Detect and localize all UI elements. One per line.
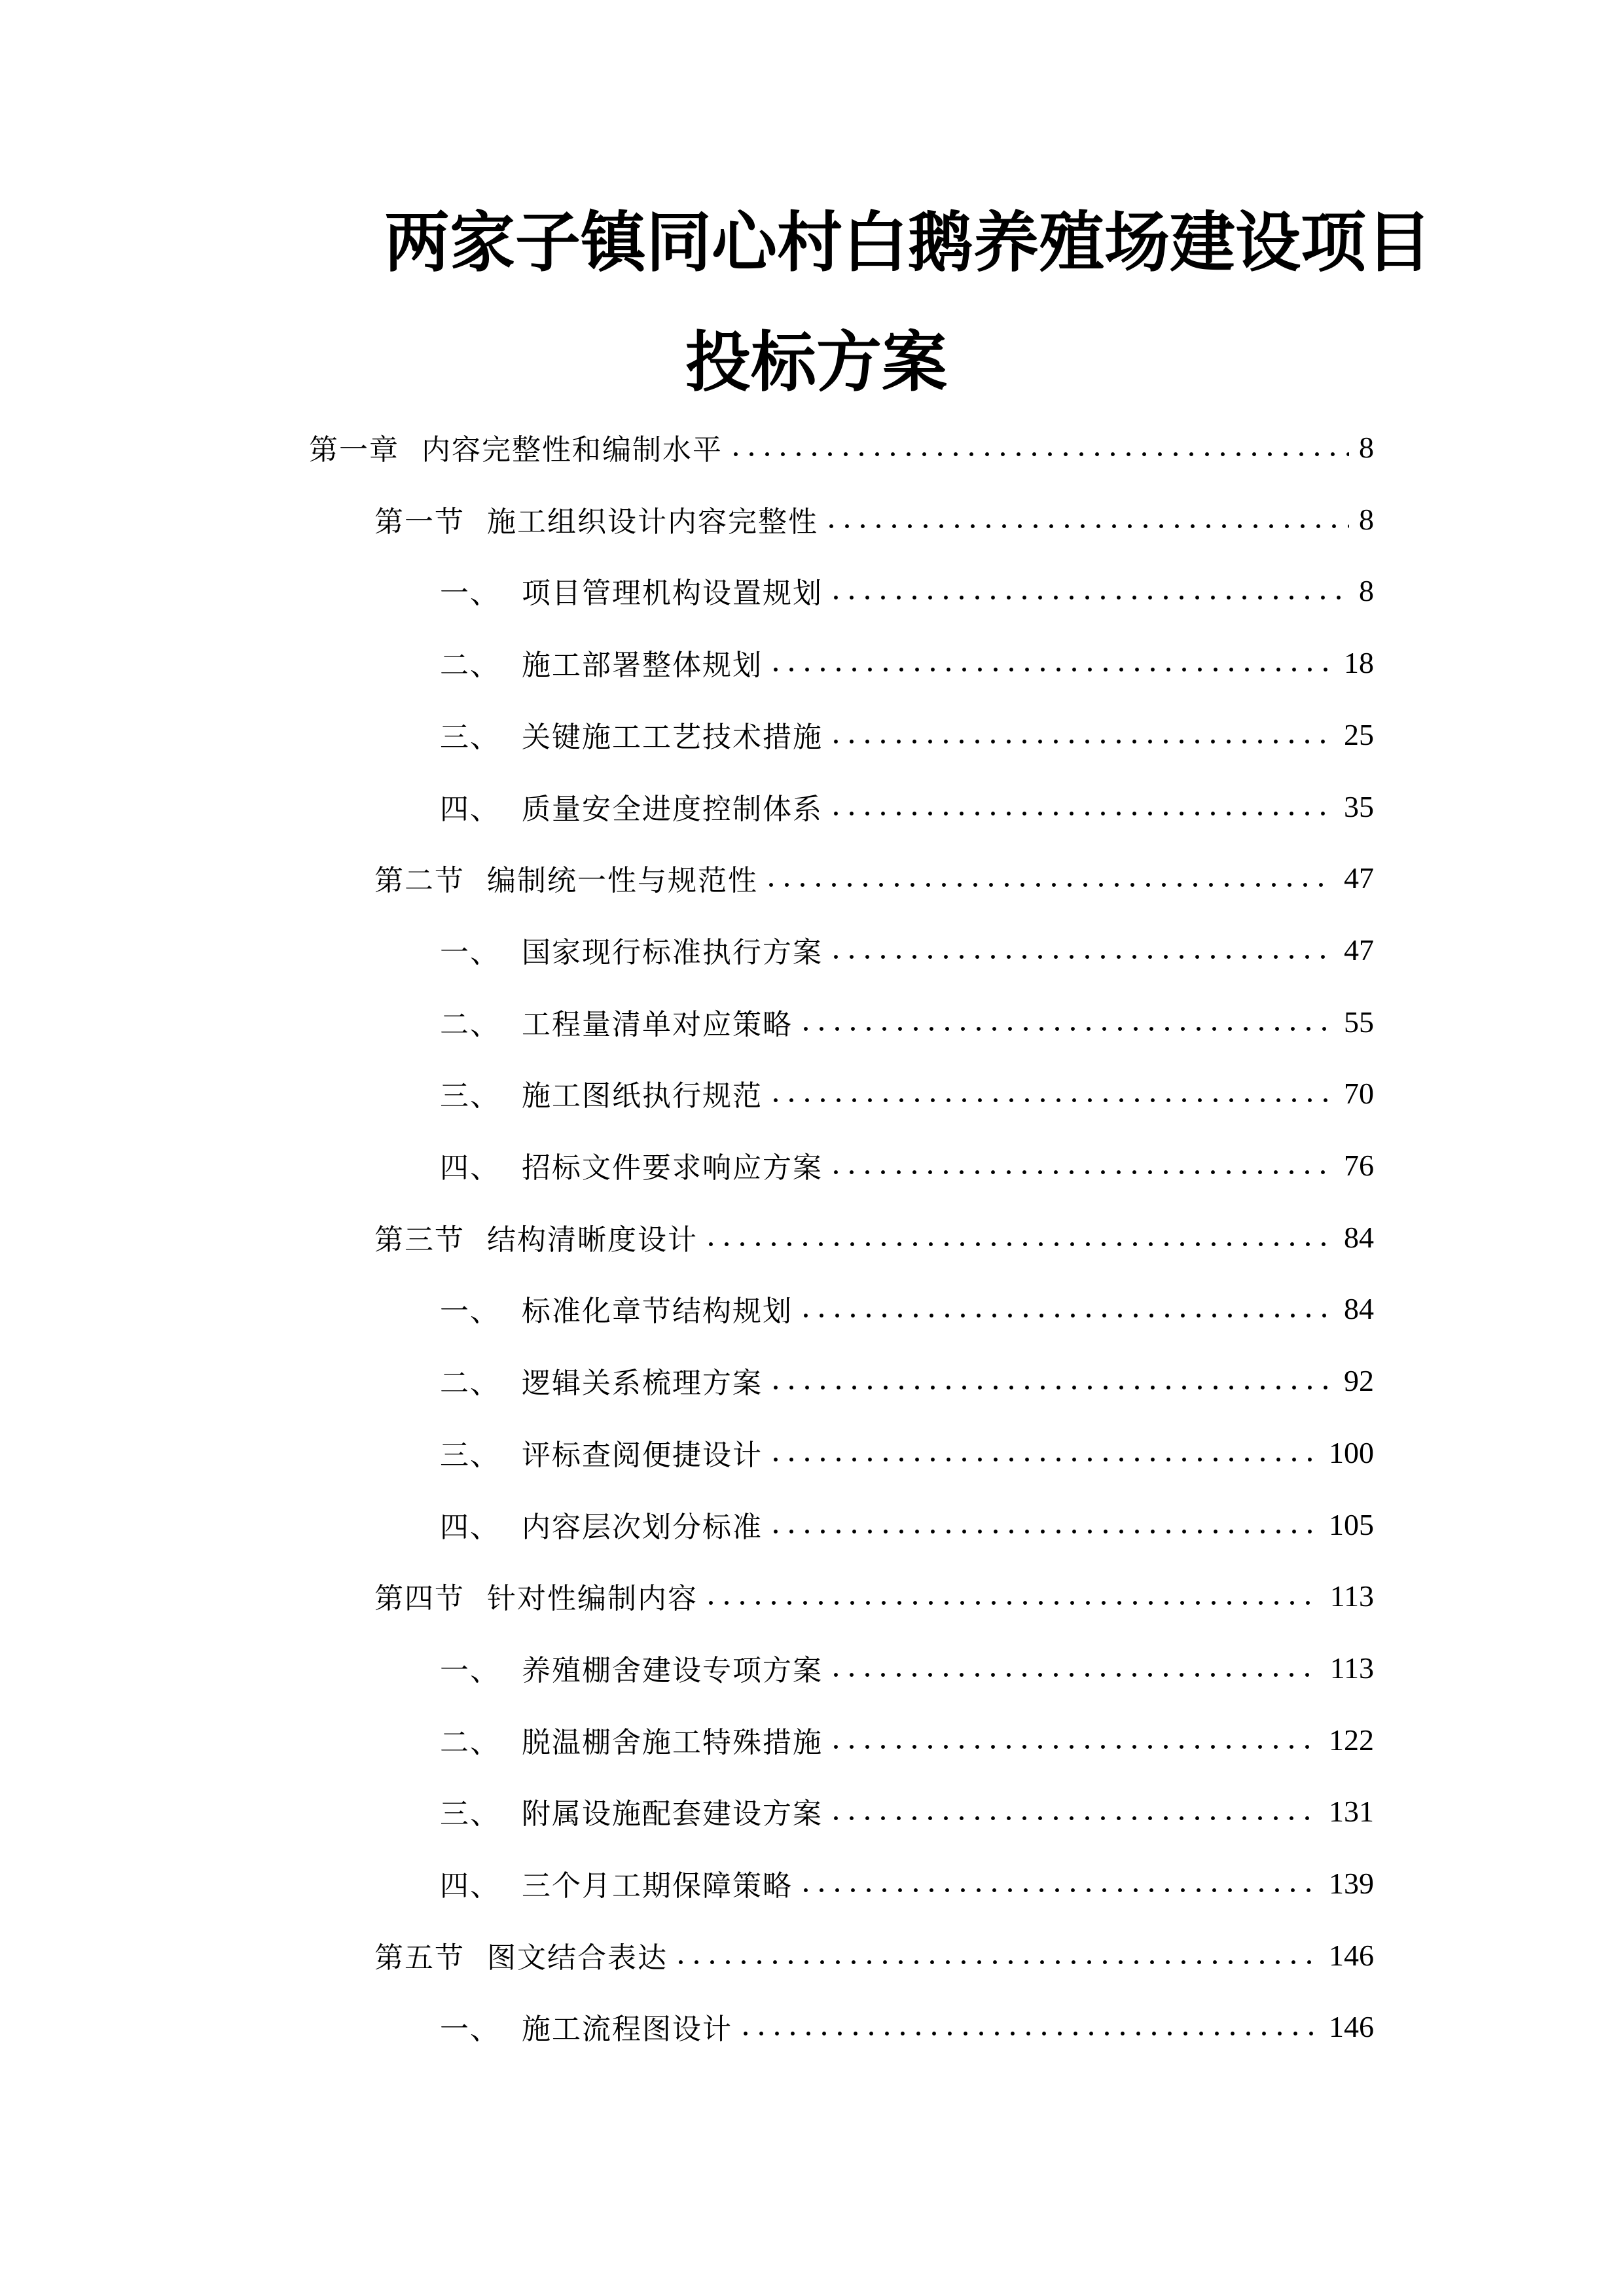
toc-entry-title: 结构清晰度设计 <box>487 1223 698 1257</box>
toc-entry-page-number: 113 <box>1329 1651 1374 1685</box>
toc-entry-number: 一、 <box>440 2013 500 2046</box>
toc-entry[interactable] <box>440 639 1374 685</box>
toc-entry[interactable] <box>440 999 1374 1045</box>
toc-dot-leader <box>768 665 1335 674</box>
toc-entry-title: 针对性编制内容 <box>487 1582 698 1615</box>
toc-entry-number: 三、 <box>440 1439 500 1472</box>
toc-entry-number: 一、 <box>440 1654 500 1687</box>
toc-entry[interactable] <box>440 567 1374 613</box>
toc-entry-number: 四、 <box>440 1869 500 1903</box>
toc-entry-page-number: 146 <box>1329 1938 1374 1972</box>
toc-entry-page-number: 18 <box>1344 645 1374 679</box>
toc-dot-leader <box>768 1527 1320 1536</box>
toc-entry-page-number: 47 <box>1344 861 1374 895</box>
toc-entry-title: 养殖棚舍建设专项方案 <box>522 1654 823 1687</box>
toc-entry[interactable] <box>440 1645 1374 1691</box>
toc-entry[interactable] <box>374 1932 1374 1978</box>
toc-entry-number: 一、 <box>440 577 500 610</box>
toc-dot-leader <box>828 737 1335 746</box>
document-title-line-2: 投标方案 <box>685 323 947 401</box>
toc-entry-number: 第四节 <box>374 1582 465 1615</box>
toc-entry-page-number: 92 <box>1344 1363 1374 1397</box>
toc-dot-leader <box>673 1958 1320 1967</box>
toc-dot-leader <box>828 593 1349 602</box>
toc-entry-title: 招标文件要求响应方案 <box>522 1151 823 1185</box>
toc-dot-leader <box>798 1024 1335 1033</box>
toc-entry[interactable] <box>374 1214 1374 1260</box>
toc-entry[interactable] <box>440 1285 1374 1331</box>
toc-entry-number: 二、 <box>440 649 500 682</box>
toc-dot-leader <box>768 1383 1335 1392</box>
toc-entry-number: 二、 <box>440 1726 500 1759</box>
toc-entry-title: 国家现行标准执行方案 <box>522 936 823 969</box>
toc-entry-title: 内容层次划分标准 <box>522 1511 763 1544</box>
toc-entry[interactable] <box>440 1070 1374 1116</box>
toc-entry-page-number: 8 <box>1359 502 1374 536</box>
toc-entry[interactable] <box>374 855 1374 901</box>
toc-entry-number: 第一章 <box>309 433 399 467</box>
toc-entry-page-number: 76 <box>1344 1148 1374 1182</box>
toc-entry-page-number: 113 <box>1329 1579 1374 1613</box>
toc-entry-page-number: 146 <box>1329 2009 1374 2043</box>
toc-dot-leader <box>728 450 1349 459</box>
toc-entry-number: 第五节 <box>374 1941 465 1975</box>
toc-entry-page-number: 35 <box>1344 789 1374 823</box>
toc-entry-page-number: 8 <box>1359 573 1374 607</box>
toc-entry-number: 四、 <box>440 1511 500 1544</box>
toc-dot-leader <box>828 1168 1335 1177</box>
toc-dot-leader <box>768 1455 1320 1464</box>
toc-entry-number: 二、 <box>440 1008 500 1041</box>
toc-entry-title: 标准化章节结构规划 <box>522 1295 793 1328</box>
toc-entry-title: 三个月工期保障策略 <box>522 1869 793 1903</box>
toc-entry[interactable] <box>440 1142 1374 1188</box>
toc-entry-title: 内容完整性和编制水平 <box>422 433 723 467</box>
toc-entry[interactable] <box>440 1357 1374 1403</box>
toc-dot-leader <box>828 809 1335 818</box>
toc-entry-title: 工程量清单对应策略 <box>522 1008 793 1041</box>
toc-entry-number: 三、 <box>440 1079 500 1113</box>
toc-entry-title: 评标查阅便捷设计 <box>522 1439 763 1472</box>
toc-entry-number: 三、 <box>440 1797 500 1831</box>
toc-entry-page-number: 122 <box>1329 1723 1374 1757</box>
toc-entry[interactable] <box>440 1860 1374 1906</box>
toc-entry[interactable] <box>440 927 1374 973</box>
toc-dot-leader <box>798 1311 1335 1320</box>
toc-entry-number: 第二节 <box>374 864 465 897</box>
toc-entry-page-number: 100 <box>1329 1435 1374 1469</box>
toc-entry-title: 附属设施配套建设方案 <box>522 1797 823 1831</box>
toc-dot-leader <box>828 1670 1321 1679</box>
toc-entry-title: 图文结合表达 <box>487 1941 668 1975</box>
toc-entry-page-number: 105 <box>1329 1507 1374 1541</box>
toc-entry-title: 逻辑关系梳理方案 <box>522 1367 763 1400</box>
toc-entry-title: 脱温棚舍施工特殊措施 <box>522 1726 823 1759</box>
toc-dot-leader <box>828 952 1335 961</box>
toc-entry-title: 质量安全进度控制体系 <box>522 793 823 826</box>
toc-entry-number: 第一节 <box>374 505 465 539</box>
toc-entry-number: 三、 <box>440 721 500 754</box>
toc-dot-leader <box>828 1742 1320 1751</box>
toc-dot-leader <box>703 1598 1321 1607</box>
toc-entry-title: 项目管理机构设置规划 <box>522 577 823 610</box>
toc-dot-leader <box>703 1240 1335 1249</box>
toc-entry-title: 编制统一性与规范性 <box>487 864 758 897</box>
toc-entry[interactable] <box>440 1501 1374 1547</box>
toc-entry[interactable] <box>440 1788 1374 1834</box>
toc-dot-leader <box>798 1886 1320 1895</box>
toc-entry-title: 施工流程图设计 <box>522 2013 732 2046</box>
toc-dot-leader <box>768 1096 1335 1105</box>
document-title-line-1: 两家子镇同心村白鹅养殖场建设项目 <box>384 204 1432 281</box>
toc-entry-number: 四、 <box>440 1151 500 1185</box>
toc-entry-number: 四、 <box>440 793 500 826</box>
toc-entry-page-number: 139 <box>1329 1866 1374 1900</box>
toc-entry-page-number: 47 <box>1344 933 1374 967</box>
toc-entry-title: 施工图纸执行规范 <box>522 1079 763 1113</box>
toc-entry[interactable] <box>440 711 1374 757</box>
toc-entry[interactable] <box>440 1717 1374 1763</box>
toc-entry-number: 一、 <box>440 1295 500 1328</box>
toc-entry-title: 关键施工工艺技术措施 <box>522 721 823 754</box>
toc-entry-page-number: 131 <box>1329 1794 1374 1828</box>
toc-dot-leader <box>823 522 1349 531</box>
toc-entry[interactable] <box>440 2003 1374 2049</box>
toc-entry[interactable] <box>374 1573 1374 1619</box>
toc-entry-number: 二、 <box>440 1367 500 1400</box>
toc-entry-page-number: 84 <box>1344 1220 1374 1254</box>
toc-entry-page-number: 84 <box>1344 1291 1374 1325</box>
toc-entry[interactable] <box>309 424 1374 470</box>
toc-dot-leader <box>738 2029 1320 2038</box>
toc-entry-number: 第三节 <box>374 1223 465 1257</box>
toc-entry[interactable] <box>374 496 1374 542</box>
toc-entry[interactable] <box>440 783 1374 829</box>
toc-dot-leader <box>763 880 1335 889</box>
toc-entry-page-number: 70 <box>1344 1076 1374 1110</box>
toc-entry[interactable] <box>440 1429 1374 1475</box>
toc-entry-title: 施工组织设计内容完整性 <box>487 505 818 539</box>
toc-entry-title: 施工部署整体规划 <box>522 649 763 682</box>
toc-entry-page-number: 55 <box>1344 1005 1374 1039</box>
toc-entry-page-number: 8 <box>1359 430 1374 464</box>
toc-entry-page-number: 25 <box>1344 717 1374 751</box>
toc-entry-number: 一、 <box>440 936 500 969</box>
toc-dot-leader <box>828 1814 1320 1823</box>
